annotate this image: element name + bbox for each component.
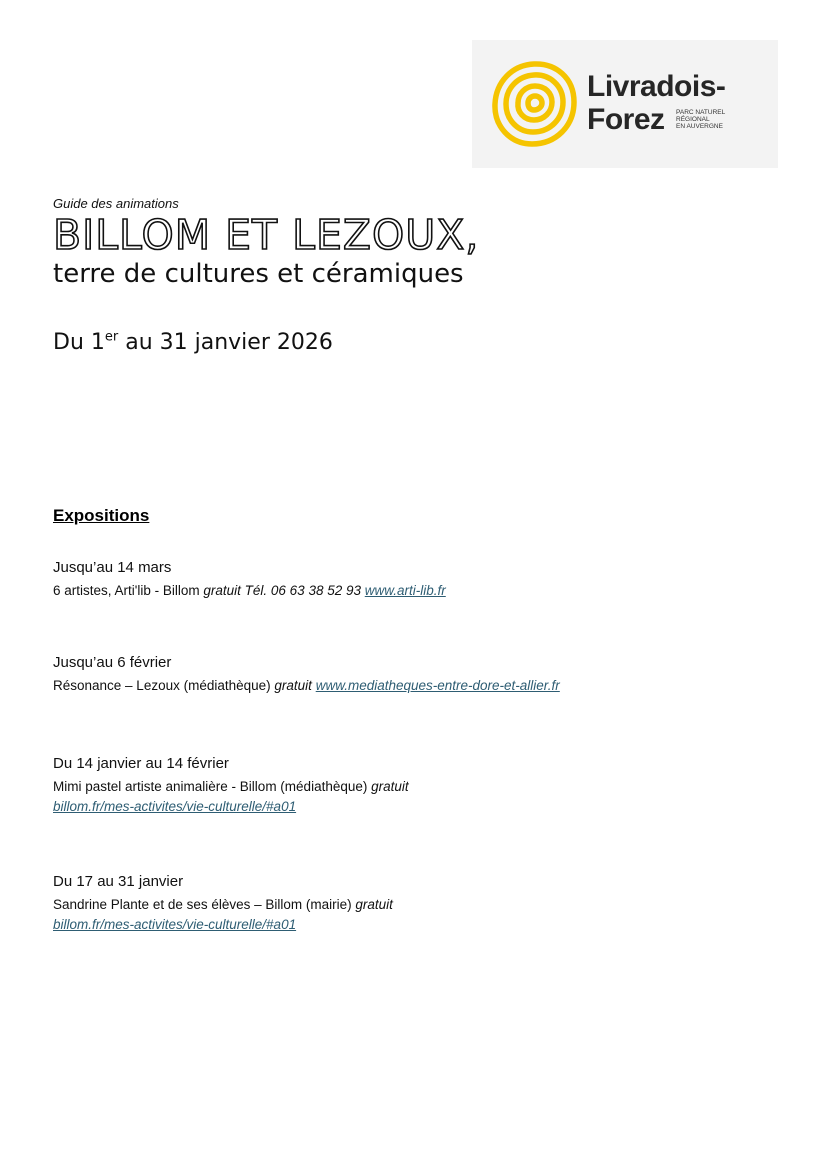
page-title: BILLOM ET LEZOUX, — [53, 211, 480, 259]
event-price: gratuit — [371, 779, 409, 794]
concentric-rings-logo-icon — [490, 60, 578, 148]
event-item — [53, 558, 446, 601]
event-desc-text: Résonance – Lezoux (médiathèque) — [53, 678, 275, 693]
logo-tagline-line: EN AUVERGNE — [676, 123, 723, 130]
logo-tagline — [676, 109, 725, 130]
section-title-expositions: Expositions — [53, 506, 150, 525]
period-suffix: au 31 janvier 2026 — [118, 330, 333, 355]
logo-tagline-line: RÉGIONAL — [676, 116, 710, 123]
event-description — [53, 675, 560, 696]
event-description — [53, 580, 446, 601]
event-price: gratuit — [203, 583, 241, 598]
event-price: gratuit — [274, 678, 312, 693]
event-link[interactable]: www.arti-lib.fr — [364, 583, 446, 598]
event-date: Du 17 au 31 janvier — [53, 873, 184, 890]
period-ordinal: er — [104, 329, 119, 345]
logo-name-line1: Livradois- — [587, 70, 726, 103]
event-desc-text: Sandrine Plante et de ses élèves – Billom (mairie) — [53, 897, 356, 912]
event-date: Jusqu’au 6 février — [53, 654, 172, 671]
event-price: gratuit — [355, 897, 393, 912]
period-prefix: Du 1 — [53, 330, 105, 355]
park-logo — [472, 40, 778, 168]
event-desc-text: 6 artistes, Arti'lib - Billom — [53, 583, 204, 598]
guide-label: Guide des animations — [53, 196, 179, 211]
page-subtitle: terre de cultures et céramiques — [53, 259, 464, 289]
logo-name-line2: Forez — [587, 103, 665, 136]
event-description — [53, 894, 393, 915]
event-phone: Tél. 06 63 38 52 93 — [240, 583, 365, 598]
event-description — [53, 776, 409, 797]
logo-tagline-line: PARC NATUREL — [676, 109, 726, 116]
event-date: Du 14 janvier au 14 février — [53, 755, 229, 772]
event-desc-text: Mimi pastel artiste animalière - Billom (médiathèque) — [53, 779, 372, 794]
event-date: Jusqu’au 14 mars — [53, 559, 172, 576]
event-item — [53, 653, 560, 696]
event-item — [53, 872, 393, 935]
event-link[interactable]: billom.fr/mes-activites/vie-culturelle/#a01 — [53, 917, 297, 932]
event-link[interactable]: billom.fr/mes-activites/vie-culturelle/#a01 — [53, 799, 297, 814]
event-item — [53, 754, 409, 817]
event-link[interactable]: www.mediatheques-entre-dore-et-allier.fr — [315, 678, 560, 693]
period-dates — [53, 330, 333, 355]
